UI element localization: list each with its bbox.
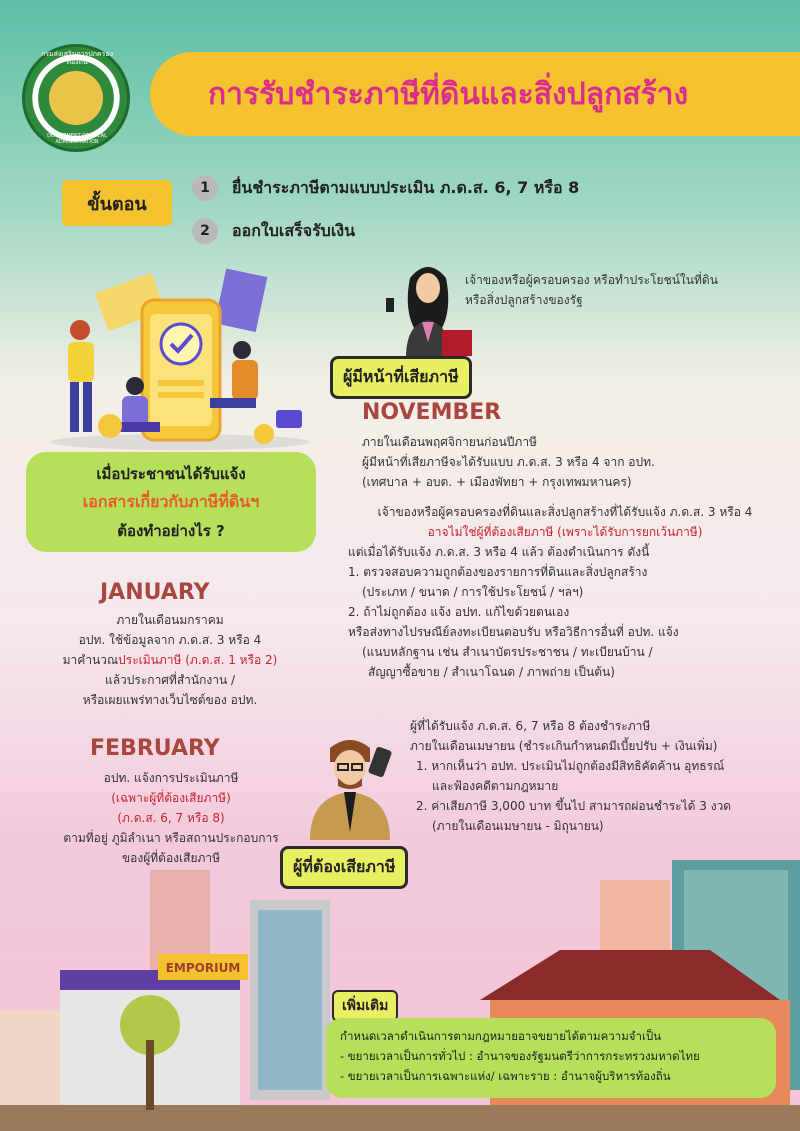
page-title: การรับชำระภาษีที่ดินและสิ่งปลูกสร้าง (208, 76, 689, 112)
logo-ring-text-bottom: DEPARTMENT OF LOCAL ADMINISTRATION (47, 133, 107, 145)
businesswoman-illustration (380, 258, 475, 358)
question-line-3: ต้องทำอย่างไร ? (117, 521, 225, 540)
payer-line-2: ภายในเดือนเมษายน (ชำระเกินกำหนดมีเบี้ยปรับ + เงินเพิ่ม) (410, 739, 718, 753)
payer-info (410, 716, 790, 836)
january-line-3b: ประเมินภาษี (ภ.ด.ส. 1 หรือ 2) (118, 653, 278, 667)
action-2: 2. ถ้าไม่ถูกต้อง แจ้ง อปท. แก้ไขด้วยตนเอง (348, 605, 570, 619)
january-line-5: หรือเผยแพร่ทางเว็บไซต์ของ อปท. (82, 693, 258, 707)
february-info (26, 768, 316, 868)
february-line-1: อปท. แจ้งการประเมินภาษี (103, 771, 239, 785)
actions-intro: แต่เมื่อได้รับแจ้ง ภ.ด.ส. 3 หรือ 4 แล้ว ต้องดำเนินการ ดังนี้ (348, 545, 650, 559)
extra-label: เพิ่มเติม (332, 990, 398, 1022)
page-title-banner (150, 52, 800, 136)
taxpayer-desc-line-1: เจ้าของหรือผู้ครอบครอง หรือทำประโยชน์ในที่ดิน (465, 273, 718, 287)
payer-line-3b: และฟ้องคดีตามกฎหมาย (432, 779, 559, 793)
january-line-3 (40, 650, 300, 670)
january-line-2: อปท. ใช้ข้อมูลจาก ภ.ด.ส. 3 หรือ 4 (78, 633, 262, 647)
november-heading: NOVEMBER (362, 400, 502, 425)
february-line-5: ของผู้ที่ต้องเสียภาษี (121, 851, 221, 865)
step-2-number: 2 (192, 218, 218, 244)
owner-note-line-2: อาจไม่ใช่ผู้ที่ต้องเสียภาษี (เพราะได้รับการยกเว้นภาษี) (427, 525, 703, 539)
payer-line-3: 1. หากเห็นว่า อปท. ประเมินไม่ถูกต้องมีสิทธิคัดค้าน อุทธรณ์ (416, 759, 725, 773)
question-box (26, 452, 316, 552)
owner-note-line-1: เจ้าของหรือผู้ครอบครองที่ดินและสิ่งปลูกสร้างที่ได้รับแจ้ง ภ.ด.ส. 3 หรือ 4 (377, 505, 753, 519)
emporium-sign: EMPORIUM (165, 961, 241, 975)
payer-label: ผู้ที่ต้องเสียภาษี (280, 846, 408, 889)
extra-info-box (326, 1018, 776, 1098)
garuda-emblem-icon (49, 71, 103, 125)
taxpayer-label: ผู้มีหน้าที่เสียภาษี (330, 356, 472, 399)
question-line-2: เอกสารเกี่ยวกับภาษีที่ดินฯ (82, 491, 260, 511)
february-line-2: (เฉพาะผู้ที่ต้องเสียภาษี) (111, 791, 231, 805)
department-logo (22, 44, 130, 152)
owner-note (340, 502, 790, 542)
action-2-attachments-1: (แนบหลักฐาน เช่น สำเนาบัตรประชาชน / ทะเบียนบ้าน / (362, 645, 653, 659)
february-line-4: ตามที่อยู่ ภูมิลำเนา หรือสถานประกอบการ (63, 831, 279, 845)
action-2-attachments-2: สัญญาซื้อขาย / สำเนาโฉนด / ภาพถ่าย เป็นต้น) (368, 665, 615, 679)
january-line-3a: มาคำนวณ (62, 653, 119, 667)
november-line-2: ผู้มีหน้าที่เสียภาษีจะได้รับแบบ ภ.ด.ส. 3 หรือ 4 จาก อปท. (362, 455, 655, 469)
february-heading: FEBRUARY (90, 736, 220, 761)
step-1-text: ยื่นชำระภาษีตามแบบประเมิน ภ.ด.ส. 6, 7 หรือ 8 (232, 178, 580, 197)
steps-label: ขั้นตอน (62, 180, 172, 226)
november-line-1: ภายในเดือนพฤศจิกายนก่อนปีภาษี (362, 435, 537, 449)
action-1-detail: (ประเภท / ขนาด / การใช้ประโยชน์ / ฯลฯ) (362, 585, 584, 599)
extra-line-2: - ขยายเวลาเป็นการทั่วไป : อำนาจของรัฐมนตรีว่าการกระทรวงมหาดไทย (340, 1049, 700, 1063)
november-line-3: (เทศบาล + อบต. + เมืองพัทยา + กรุงเทพมหานคร) (362, 475, 632, 489)
extra-line-3: - ขยายเวลาเป็นการเฉพาะแห่ง/ เฉพาะราย : อำนาจผู้บริหารท้องถิ่น (340, 1069, 671, 1083)
january-line-1: ภายในเดือนมกราคม (116, 613, 224, 627)
action-2-detail: หรือส่งทางไปรษณีย์ลงทะเบียนตอบรับ หรือวิธีการอื่นที่ อปท. แจ้ง (348, 625, 679, 639)
businessman-phone-illustration (300, 730, 410, 840)
extra-line-1: กำหนดเวลาดำเนินการตามกฎหมายอาจขยายได้ตามความจำเป็น (340, 1029, 662, 1043)
step-1-number: 1 (192, 175, 218, 201)
february-line-3: (ภ.ด.ส. 6, 7 หรือ 8) (117, 811, 225, 825)
logo-ring-text-top: กรมส่งเสริมการปกครองท้องถิ่น (40, 50, 114, 66)
people-phone-illustration (50, 262, 310, 452)
payer-line-4b: (ภายในเดือนเมษายน - มิถุนายน) (432, 819, 604, 833)
action-1: 1. ตรวจสอบความถูกต้องของรายการที่ดินและสิ่งปลูกสร้าง (348, 565, 648, 579)
january-info (40, 610, 300, 710)
question-line-1: เมื่อประชาชนได้รับแจ้ง (96, 464, 246, 483)
january-line-4: แล้วประกาศที่สำนักงาน / (104, 673, 236, 687)
november-info (362, 432, 782, 492)
january-heading: JANUARY (100, 580, 210, 605)
taxpayer-desc-line-2: หรือสิ่งปลูกสร้างของรัฐ (465, 293, 583, 307)
payer-line-4: 2. ค่าเสียภาษี 3,000 บาท ขึ้นไป สามารถผ่อนชำระได้ 3 งวด (416, 799, 732, 813)
required-actions (348, 542, 788, 682)
taxpayer-description (465, 270, 765, 310)
step-2-text: ออกใบเสร็จรับเงิน (232, 221, 356, 240)
payer-line-1: ผู้ที่ได้รับแจ้ง ภ.ด.ส. 6, 7 หรือ 8 ต้องชำระภาษี (410, 719, 651, 733)
